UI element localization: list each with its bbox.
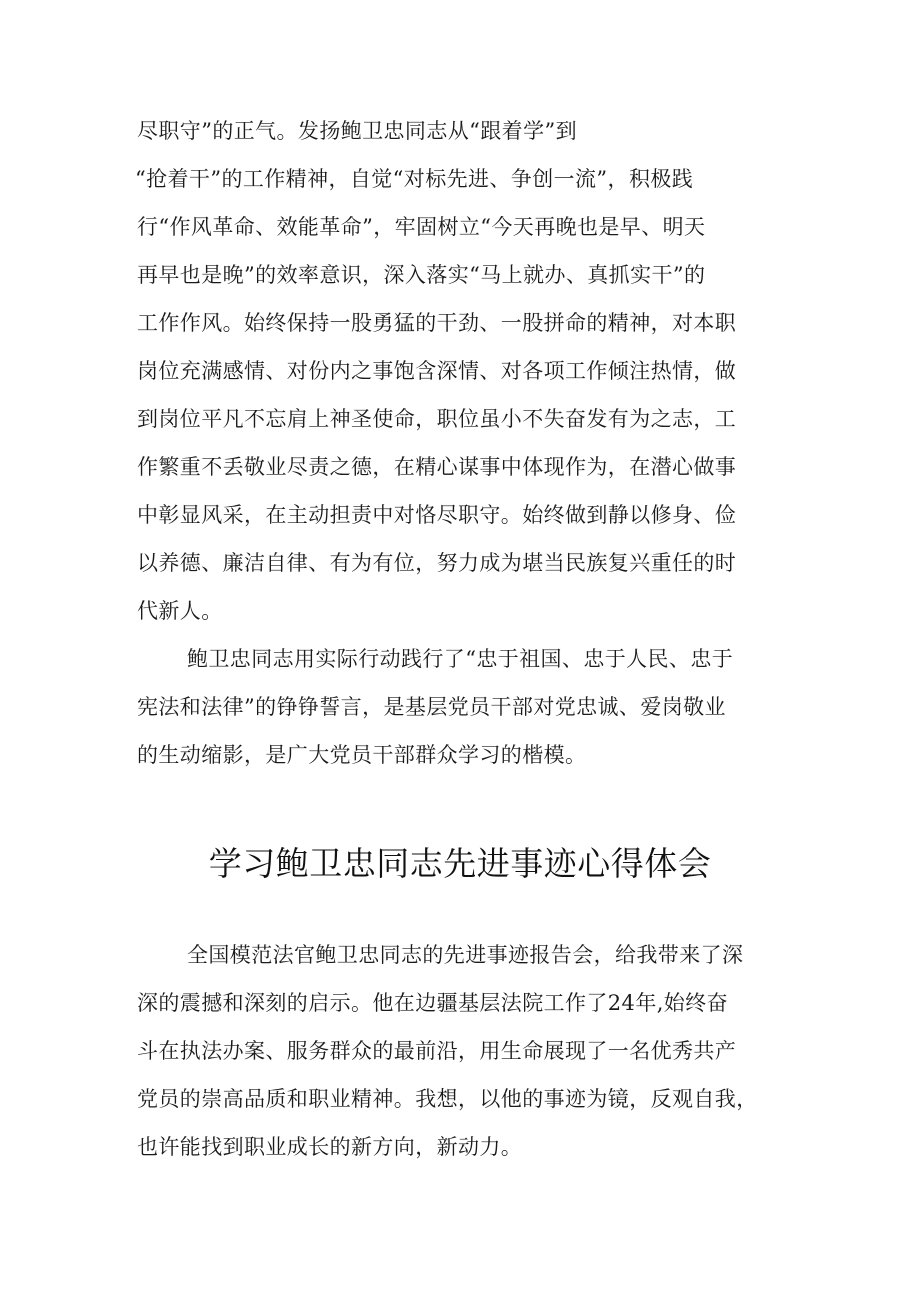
paragraph-1-line: 尽职守”的正气。发扬鲍卫忠同志从“跟着学”到 [137, 119, 578, 143]
section-title: 学习鲍卫忠同志先进事迹心得体会 [208, 844, 712, 883]
paragraph-2-line: 的生动缩影，是广大党员干部群众学习的楷模。 [137, 743, 587, 767]
paragraph-2-line: 宪法和法律”的铮铮誓言，是基层党员干部对党忠诚、爱岗敬业 [137, 695, 726, 719]
paragraph-2-line: 鲍卫忠同志用实际行动践行了“忠于祖国、忠于人民、忠于 [187, 647, 734, 671]
paragraph-1-line: 到岗位平凡不忘肩上神圣使命，职位虽小不失奋发有为之志，工 [137, 407, 737, 431]
paragraph-3-line: 斗在执法办案、服务群众的最前沿，用生命展现了一名优秀共产 [137, 1039, 737, 1063]
paragraph-3-line: 深的震撼和深刻的启示。他在边疆基层法院工作了24年,始终奋 [137, 991, 728, 1015]
paragraph-1-line: “抢着干”的工作精神，自觉“对标先进、争创一流”，积极践 [135, 167, 694, 191]
paragraph-1-line: 岗位充满感情、对份内之事饱含深情、对各项工作倾注热情，做 [137, 359, 737, 383]
paragraph-3-line: 也许能找到职业成长的新方向，新动力。 [137, 1135, 523, 1159]
paragraph-3-line: 党员的崇高品质和职业精神。我想，以他的事迹为镜，反观自我， [137, 1087, 758, 1111]
paragraph-1-line: 代新人。 [137, 599, 223, 623]
paragraph-1-line: 作繁重不丢敬业尽责之德，在精心谋事中体现作为，在潜心做事 [137, 455, 737, 479]
paragraph-1-line: 中彰显风采，在主动担责中对恪尽职守。始终做到静以修身、俭 [137, 503, 737, 527]
paragraph-1-line: 以养德、廉洁自律、有为有位，努力成为堪当民族复兴重任的时 [137, 551, 737, 575]
paragraph-1-line: 再早也是晚”的效率意识，深入落实“马上就办、真抓实干”的 [137, 263, 706, 287]
paragraph-3-line: 全国模范法官鲍卫忠同志的先进事迹报告会，给我带来了深 [187, 943, 744, 967]
paragraph-1-line: 行“作风革命、效能革命”，牢固树立“今天再晚也是早、明天 [137, 215, 706, 239]
paragraph-1-line: 工作作风。始终保持一股勇猛的干劲、一股拼命的精神，对本职 [137, 311, 737, 335]
